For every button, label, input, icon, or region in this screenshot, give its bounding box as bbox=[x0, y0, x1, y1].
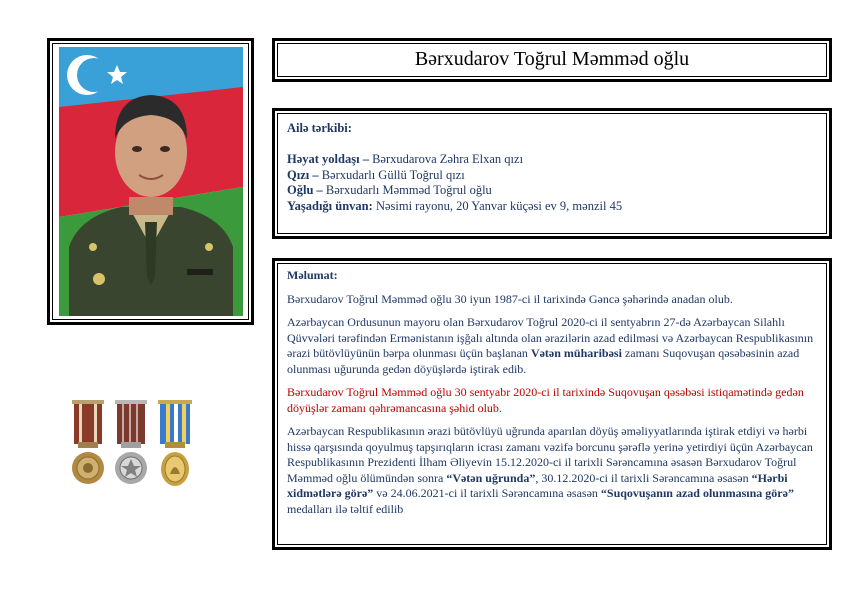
portrait-photo bbox=[59, 47, 243, 316]
family-row: Yaşadığı ünvan: Nəsimi rayonu, 20 Yanvar küçəsi ev 9, mənzil 45 bbox=[287, 198, 623, 213]
family-heading: Ailə tərkibi: bbox=[287, 121, 352, 135]
info-paragraph-3: Bərxudarov Toğrul Məmməd oğlu 30 sentyabr 2020-ci il tarixində Suqovuşan qəsəbəsi istiqamətində gedən döyüşlər zamanı qəhrəmancasına şəhid olub. bbox=[287, 385, 804, 415]
family-row: Oğlu – Bərxudarlı Məmməd Toğrul oğlu bbox=[287, 183, 492, 197]
family-row: Həyat yoldaşı – Bərxudarova Zəhra Elxan qızı bbox=[287, 152, 524, 166]
title-frame bbox=[272, 38, 832, 82]
info-frame bbox=[272, 258, 832, 550]
info-heading: Məlumat: bbox=[287, 268, 338, 282]
family-row: Qızı – Bərxudarlı Güllü Toğrul qızı bbox=[287, 167, 465, 182]
medals-image bbox=[70, 398, 195, 490]
medal-suqovusanin-azad-olunmasina-gore bbox=[158, 400, 192, 486]
info-paragraph-1: Bərxudarov Toğrul Məmməd oğlu 30 iyun 1987-ci il tarixində Gəncə şəhərində anadan olub. bbox=[287, 291, 733, 306]
medal-herbi-xidmetlere-gore bbox=[115, 400, 147, 484]
portrait-frame bbox=[47, 38, 254, 325]
info-paragraph-4: Azərbaycan Respublikasının ərazi bütövlüyü uğrunda aparılan döyüş əməliyyatlarında iştirak etdiyi və hərbi hissə qarşısında qoyulmuş tapşırıqların icrası zamanı vəzifə borcunu şərəflə yerinə yetirdiyi üçün Azərbaycan Respublikasının Prezidenti İlham Əliyevin 15.12.2020-ci il tarixli Sərəncamına əsasən Bərxudarov Toğrul Məmməd oğlu ölümündən sonra “Vətən uğrunda”, 30.12.2020-ci il tarixli Sərəncamına əsasən “Hərbi xidmətlərə görə” və 24.06.2021-ci il tarixli Sərəncamına əsasən “Suqovuşanın azad olunmasına görə” medalları ilə təltif edilib bbox=[287, 424, 813, 516]
medals-group bbox=[70, 398, 195, 490]
person-name: Bərxudarov Toğrul Məmməd oğlu bbox=[414, 48, 690, 70]
family-frame bbox=[272, 108, 832, 239]
info-section bbox=[287, 268, 817, 525]
info-paragraph-2: Azərbaycan Ordusunun mayoru olan Bərxudarov Toğrul 2020-ci il sentyabrın 27-də Azərbaycan Silahlı Qüvvələri tərəfindən Ermənistanın işğalı altında olan ərazilərin azad edilməsi və Azərbaycan Respublikasının ərazi bütövlüyünün bərpa olunması üçün başlanan Vətən müharibəsi zamanı Suqovuşan qəsəbəsinin azad olunması uğurunda gedən döyüşlərdə iştirak edib. bbox=[287, 315, 814, 376]
family-section bbox=[287, 121, 819, 214]
medal-vetan-ugrunda bbox=[72, 400, 104, 484]
